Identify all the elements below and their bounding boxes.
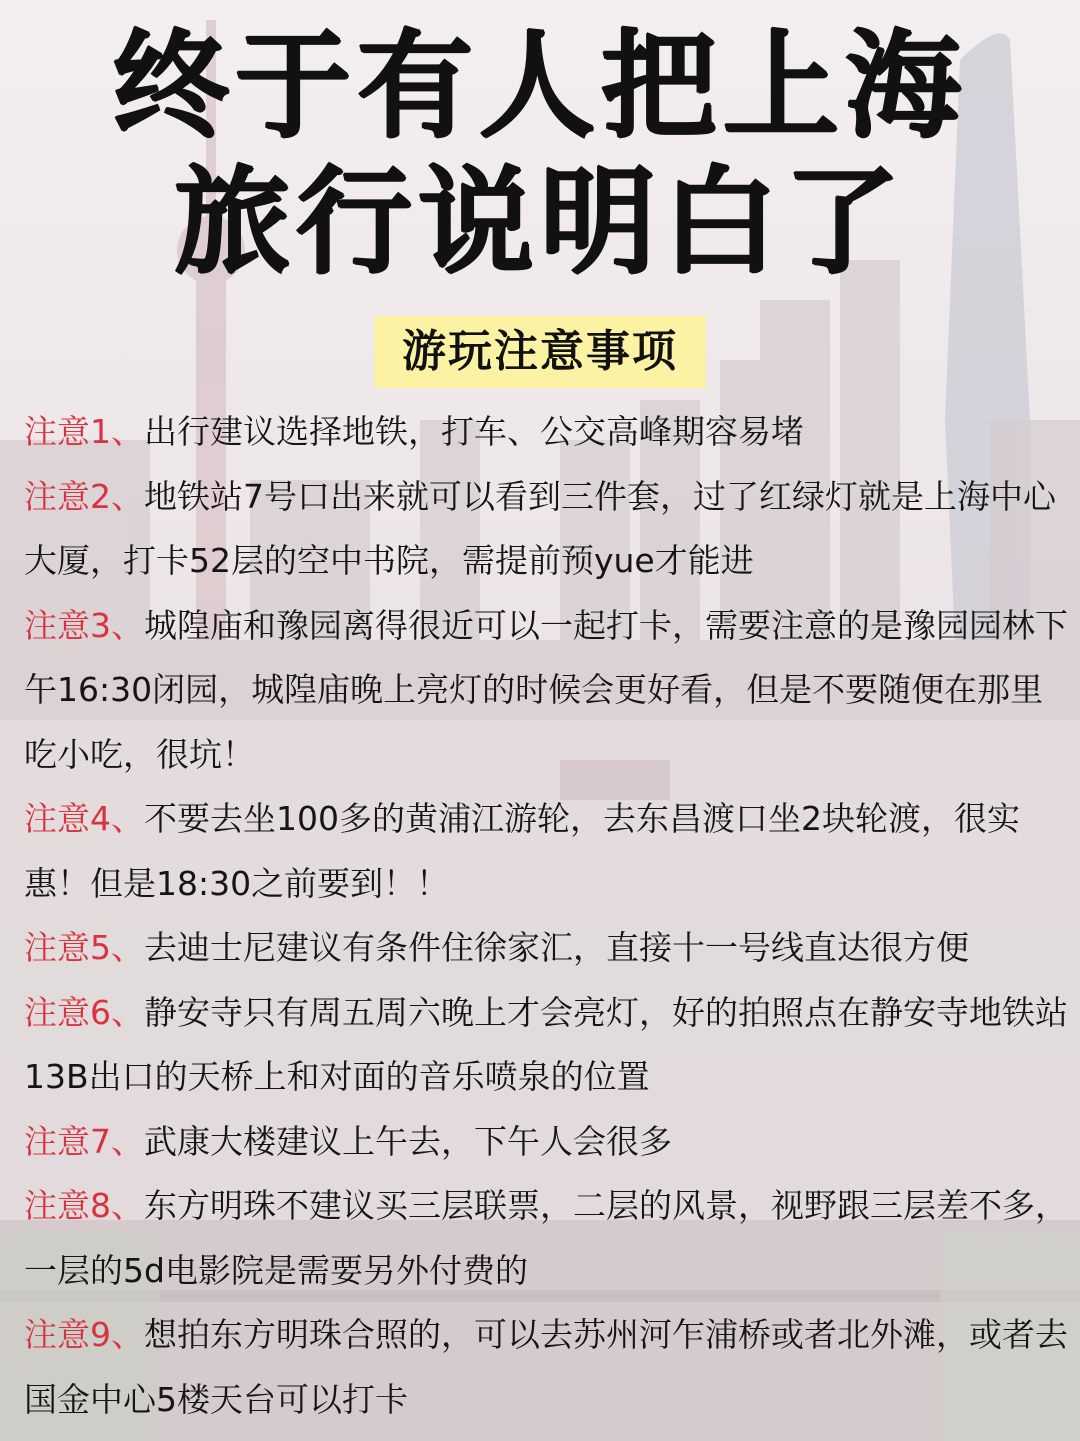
note-item-9 — [24, 1303, 1070, 1432]
note-tag: 注意9、 — [24, 1315, 144, 1354]
note-text: 武康大楼建议上午去，下午人会很多 — [144, 1121, 672, 1161]
note-item-3 — [24, 594, 1070, 788]
note-tag: 注意6、 — [24, 992, 144, 1032]
note-tag: 注意8、 — [24, 1186, 144, 1225]
note-text: 地铁站7号口出来就可以看到三件套，过了红绿灯就是上海中心大厦，打卡52层的空中书院，需提前预yue才能进 — [24, 476, 1056, 580]
note-tag: 注意1、 — [24, 412, 144, 451]
note-tag: 注意7、 — [24, 1121, 144, 1161]
page-title-line1: 终于有人把上海 — [113, 19, 967, 154]
note-item-6 — [24, 981, 1070, 1110]
note-tag: 注意4、 — [24, 799, 144, 838]
note-item-1 — [24, 400, 1070, 465]
notes-list — [24, 400, 1070, 1432]
page-title-line2: 旅行说明白了 — [174, 155, 906, 290]
note-text: 静安寺只有周五周六晚上才会亮灯，好的拍照点在静安寺地铁站13B出口的天桥上和对面的音乐喷泉的位置 — [24, 992, 1068, 1096]
section-subtitle: 游玩注意事项 — [374, 316, 706, 388]
subtitle-wrap — [0, 316, 1080, 388]
note-tag: 注意2、 — [24, 476, 144, 516]
note-text: 城隍庙和豫园离得很近可以一起打卡，需要注意的是豫园园林下午16:30闭园，城隍庙晚上亮灯的时候会更好看，但是不要随便在那里吃小吃，很坑！ — [24, 605, 1068, 774]
note-tag: 注意3、 — [24, 605, 144, 645]
note-item-8 — [24, 1174, 1070, 1303]
note-text: 想拍东方明珠合照的，可以去苏州河乍浦桥或者北外滩，或者去国金中心5楼天台可以打卡 — [24, 1315, 1068, 1419]
note-item-4 — [24, 787, 1070, 916]
note-text: 东方明珠不建议买三层联票，二层的风景，视野跟三层差不多，一层的5d电影院是需要另外付费的 — [24, 1186, 1068, 1290]
note-tag: 注意5、 — [24, 928, 144, 967]
note-text: 出行建议选择地铁，打车、公交高峰期容易堵 — [144, 412, 804, 451]
note-item-2 — [24, 465, 1070, 594]
note-item-5 — [24, 916, 1070, 981]
note-text: 去迪士尼建议有条件住徐家汇，直接十一号线直达很方便 — [144, 928, 969, 967]
note-item-7 — [24, 1110, 1070, 1175]
note-text: 不要去坐100多的黄浦江游轮，去东昌渡口坐2块轮渡，很实惠！但是18:30之前要到！！ — [24, 799, 1020, 903]
